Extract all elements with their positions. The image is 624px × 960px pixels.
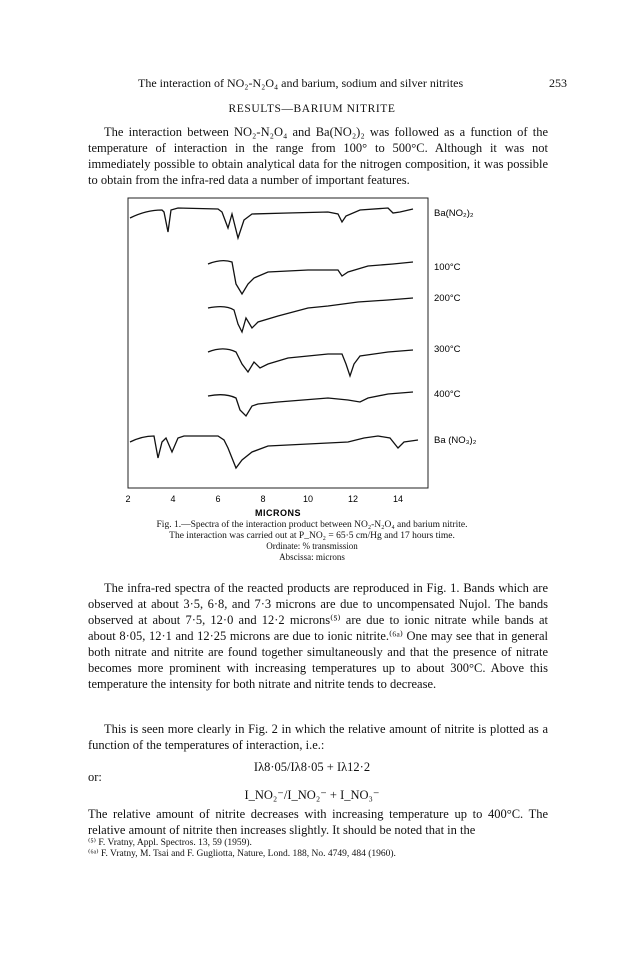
x-tick-14: 14 bbox=[392, 494, 404, 504]
caption-line-1: Fig. 1.—Spectra of the interaction product between NO₂-N₂O₄ and barium nitrite. bbox=[156, 520, 468, 530]
x-tick-8: 8 bbox=[260, 494, 266, 504]
x-axis-label: MICRONS bbox=[255, 508, 301, 518]
paragraph-nitrite-trend: The relative amount of nitrite decreases with increasing temperature up to 400°C. The relative amount of nitrite then increases slightly. It should be noted that in the bbox=[88, 807, 548, 837]
caption-abscissa: Abscissa: microns bbox=[279, 551, 345, 562]
page-number: 253 bbox=[549, 76, 567, 90]
equation-ion-ratio: I_NO₂⁻/I_NO₂⁻ + I_NO₃⁻ bbox=[244, 788, 380, 802]
reference-6a: ⁽⁶ᵃ⁾ F. Vratny, M. Tsai and F. Gugliotta, Nature, Lond. 188, No. 4749, 484 (1960). bbox=[88, 849, 396, 859]
x-tick-2: 2 bbox=[125, 494, 131, 504]
x-tick-4: 4 bbox=[170, 494, 176, 504]
label-100c: 100°C bbox=[434, 262, 461, 273]
caption-ordinate: Ordinate: % transmission bbox=[266, 541, 358, 551]
label-400c: 400°C bbox=[434, 389, 461, 400]
spectrum-trace-200c bbox=[208, 298, 413, 332]
label-200c: 200°C bbox=[434, 293, 461, 304]
or-label: or: bbox=[88, 770, 102, 784]
x-tick-6: 6 bbox=[215, 494, 221, 504]
figure-frame bbox=[128, 198, 428, 488]
spectrum-trace-400c bbox=[208, 392, 413, 416]
figure-caption bbox=[0, 520, 624, 562]
x-tick-10: 10 bbox=[302, 494, 314, 504]
running-header: The interaction of NO₂-N₂O₄ and barium, sodium and silver nitrites bbox=[138, 76, 464, 90]
footnote-references bbox=[88, 838, 548, 860]
label-300c: 300°C bbox=[434, 344, 461, 355]
spectrum-trace-100c bbox=[208, 261, 413, 294]
label-ba-nitrite: Ba(NO₂)₂ bbox=[434, 208, 474, 219]
reference-5: ⁽⁵⁾ F. Vratny, Appl. Spectros. 13, 59 (1959). bbox=[88, 838, 252, 848]
spectrum-trace-ba-nitrate bbox=[130, 436, 418, 468]
section-title: RESULTS—BARIUM NITRITE bbox=[228, 103, 396, 115]
caption-line-2: The interaction was carried out at P_NO₂ = 65·5 cm/Hg and 17 hours time. bbox=[169, 530, 455, 541]
spectrum-trace-ba-nitrite bbox=[130, 208, 413, 238]
x-tick-12: 12 bbox=[347, 494, 359, 504]
paragraph-intro: The interaction between NO₂-N₂O₄ and Ba(NO₂)₂ was followed as a function of the temperature of interaction in the range from 100° to 500°C. Although it was not immediately possible to obtain analytical data for the nitrogen composition, it was possible to obtain from the infra-red data a number of important features. bbox=[88, 125, 548, 187]
spectrum-trace-300c bbox=[208, 349, 413, 376]
figure-ir-spectra bbox=[125, 198, 498, 518]
paragraph-fig2-intro: This is seen more clearly in Fig. 2 in which the relative amount of nitrite is plotted as a function of the temperatures of interaction, i.e.: bbox=[88, 722, 548, 752]
label-ba-nitrate: Ba (NO₃)₂ bbox=[434, 435, 477, 446]
equation-wavelength-ratio: Iλ8·05/Iλ8·05 + Iλ12·2 bbox=[253, 760, 371, 774]
paragraph-spectra-discussion: The infra-red spectra of the reacted products are reproduced in Fig. 1. Bands which are observed at about 3·5, 6·8, and 7·3 microns are due to uncompensated Nujol. The bands observed at about 7·5, 12·0 and 12·2 microns⁽⁵⁾ are due to ionic nitrate while bands at about 8·05, 12·1 and 12·25 microns are due to ionic nitrite.⁽⁶ᵃ⁾ One may see that in general both nitrate and nitrite are found together simultaneously and that the presence of nitrate becomes more prominent with increasing temperatures up to about 300°C. Above this temperature the intensity for both nitrate and nitrite tends to decrease. bbox=[88, 581, 548, 691]
